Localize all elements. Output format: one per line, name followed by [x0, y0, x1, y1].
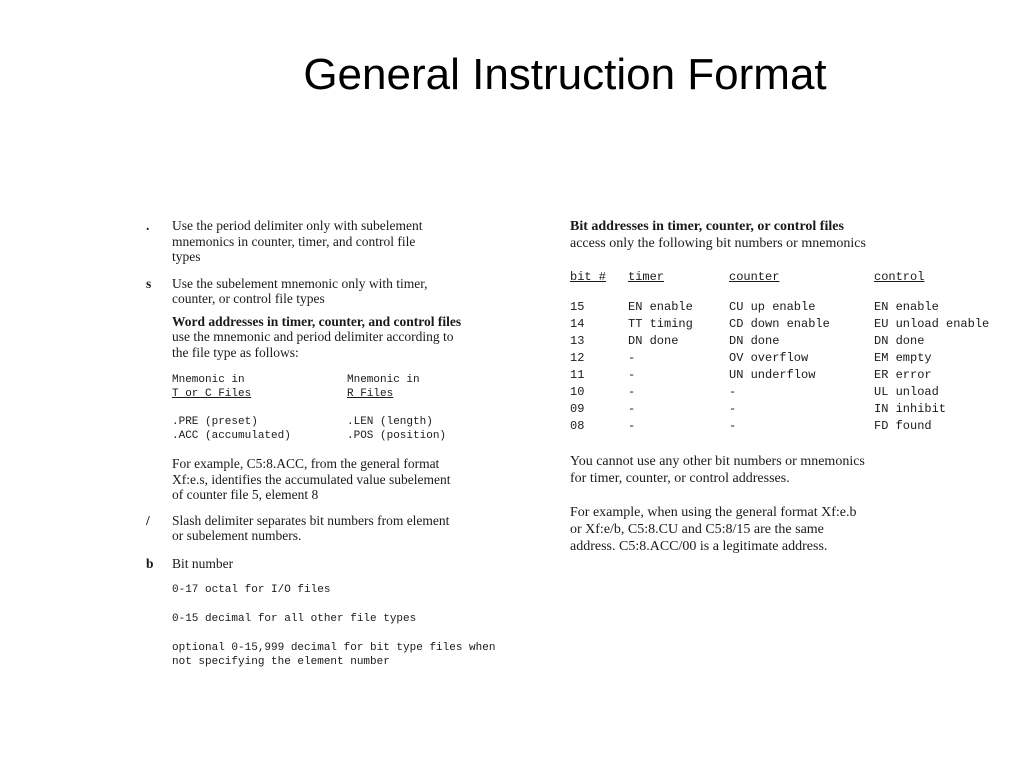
bit-table-cell: 13: [570, 334, 585, 348]
note-line: for timer, counter, or control addresses.: [570, 471, 790, 486]
bit-table-cell: DN done: [874, 334, 925, 348]
bit-number-entry: [140, 556, 550, 670]
bit-table-cell: -: [628, 351, 636, 365]
period-line: mnemonics in counter, timer, and control file: [172, 233, 416, 249]
bit-table-cell: UL unload: [874, 385, 939, 399]
bit-table-row: [570, 367, 1000, 384]
bit-table-row: [570, 401, 1000, 418]
left-scan-panel: [140, 218, 550, 669]
bit-number-optional: optional 0-15,999 decimal for bit type files when: [172, 642, 496, 654]
bit-table-header: counter: [729, 270, 780, 284]
bit-table-header-row: [570, 269, 1000, 299]
mnemonic-col2-header: Mnemonic in: [347, 374, 420, 386]
bit-table-cell: -: [628, 419, 636, 433]
bit-table-cell: -: [628, 402, 636, 416]
bit-table-cell: DN done: [729, 334, 780, 348]
bit-table-cell: IN inhibit: [874, 402, 947, 416]
bit-table-header: bit #: [570, 270, 607, 284]
bit-table-cell: EN enable: [874, 300, 939, 314]
bit-number-item: 0-17 octal for I/O files: [172, 584, 331, 596]
word-addresses-section: [140, 314, 550, 361]
bit-table-cell: CU up enable: [729, 300, 816, 314]
slash-symbol: /: [146, 512, 150, 528]
subelement-line: Use the subelement mnemonic only with timer,: [172, 275, 428, 291]
right-example-line: or Xf:e/b, C5:8.CU and C5:8/15 are the same: [570, 522, 824, 537]
bit-addresses-subheading: access only the following bit numbers or mnemonics: [570, 236, 866, 251]
bit-table-cell: 11: [570, 368, 585, 382]
bit-number-optional: not specifying the element number: [172, 656, 390, 668]
slash-line: Slash delimiter separates bit numbers from element: [172, 512, 450, 528]
bit-table-row: [570, 333, 1000, 350]
bit-table-row: [570, 299, 1000, 316]
bit-table-cell: EN enable: [628, 300, 693, 314]
mnemonic-table: [140, 373, 550, 443]
word-addresses-line: use the mnemonic and period delimiter according to: [172, 329, 454, 344]
bit-table-row: [570, 316, 1000, 333]
bit-number-item: 0-15 decimal for all other file types: [172, 613, 417, 625]
bit-addresses-heading: Bit addresses in timer, counter, or control files: [570, 219, 844, 234]
mnemonic-row: [172, 415, 550, 429]
period-line: Use the period delimiter only with subelement: [172, 218, 423, 233]
bit-table-cell: CD down enable: [729, 317, 830, 331]
bit-mnemonic-table: [570, 269, 1000, 435]
bit-table-cell: 10: [570, 385, 585, 399]
slash-delimiter-entry: [140, 513, 550, 544]
bit-table-cell: UN underflow: [729, 368, 816, 382]
mnemonic-cell: .LEN (length): [347, 416, 433, 428]
mnemonic-row: [172, 429, 550, 443]
bit-table-cell: TT timing: [628, 317, 693, 331]
mnemonic-col1-subheader: T or C Files: [172, 388, 252, 400]
subelement-entry: [140, 276, 550, 307]
word-addresses-line: the file type as follows:: [172, 344, 299, 360]
slash-line: or subelement numbers.: [172, 528, 302, 543]
example-line: Xf:e.s, identifies the accumulated value subelement: [172, 471, 451, 487]
bit-table-cell: -: [628, 368, 636, 382]
bit-number-label: Bit number: [172, 555, 234, 571]
bit-table-cell: FD found: [874, 419, 932, 433]
bit-table-cell: -: [628, 385, 636, 399]
bit-table-cell: EM empty: [874, 351, 932, 365]
subelement-symbol: s: [146, 275, 152, 291]
note-line: You cannot use any other bit numbers or mnemonics: [570, 454, 865, 469]
bit-table-cell: 14: [570, 317, 585, 331]
example-block: [140, 456, 550, 503]
example-line: of counter file 5, element 8: [172, 487, 319, 502]
mnemonic-col1-header: Mnemonic in: [172, 374, 245, 386]
mnemonic-col2-subheader: R Files: [347, 388, 394, 400]
bit-table-cell: 12: [570, 351, 585, 365]
bit-table-cell: OV overflow: [729, 351, 809, 365]
bit-table-row: [570, 418, 1000, 435]
bit-table-header: control: [874, 270, 925, 284]
bit-table-cell: 15: [570, 300, 585, 314]
period-line: types: [172, 249, 201, 264]
bit-table-cell: -: [729, 385, 737, 399]
mnemonic-cell: .ACC (accumulated): [172, 430, 291, 442]
bit-table-cell: ER error: [874, 368, 932, 382]
bit-table-row: [570, 350, 1000, 367]
bit-table-cell: 09: [570, 402, 585, 416]
bit-table-row: [570, 384, 1000, 401]
right-scan-panel: [570, 218, 1000, 555]
bit-table-cell: DN done: [628, 334, 679, 348]
bit-table-cell: -: [729, 419, 737, 433]
word-addresses-heading: Word addresses in timer, counter, and control files: [172, 313, 462, 329]
period-symbol: .: [146, 218, 150, 233]
example-line: For example, C5:8.ACC, from the general format: [172, 456, 440, 471]
mnemonic-cell: .POS (position): [347, 430, 447, 442]
right-example-line: For example, when using the general format Xf:e.b: [570, 505, 857, 520]
mnemonic-cell: .PRE (preset): [172, 416, 258, 428]
bit-symbol: b: [146, 555, 154, 571]
subelement-line: counter, or control file types: [172, 291, 325, 306]
bit-table-cell: EU unload enable: [874, 317, 990, 331]
bit-table-header: timer: [628, 270, 665, 284]
period-delimiter-entry: [140, 218, 550, 265]
right-example-line: address. C5:8.ACC/00 is a legitimate address.: [570, 539, 828, 554]
bit-table-cell: 08: [570, 419, 585, 433]
bit-table-cell: -: [729, 402, 737, 416]
slide-title: General Instruction Format: [303, 50, 827, 99]
